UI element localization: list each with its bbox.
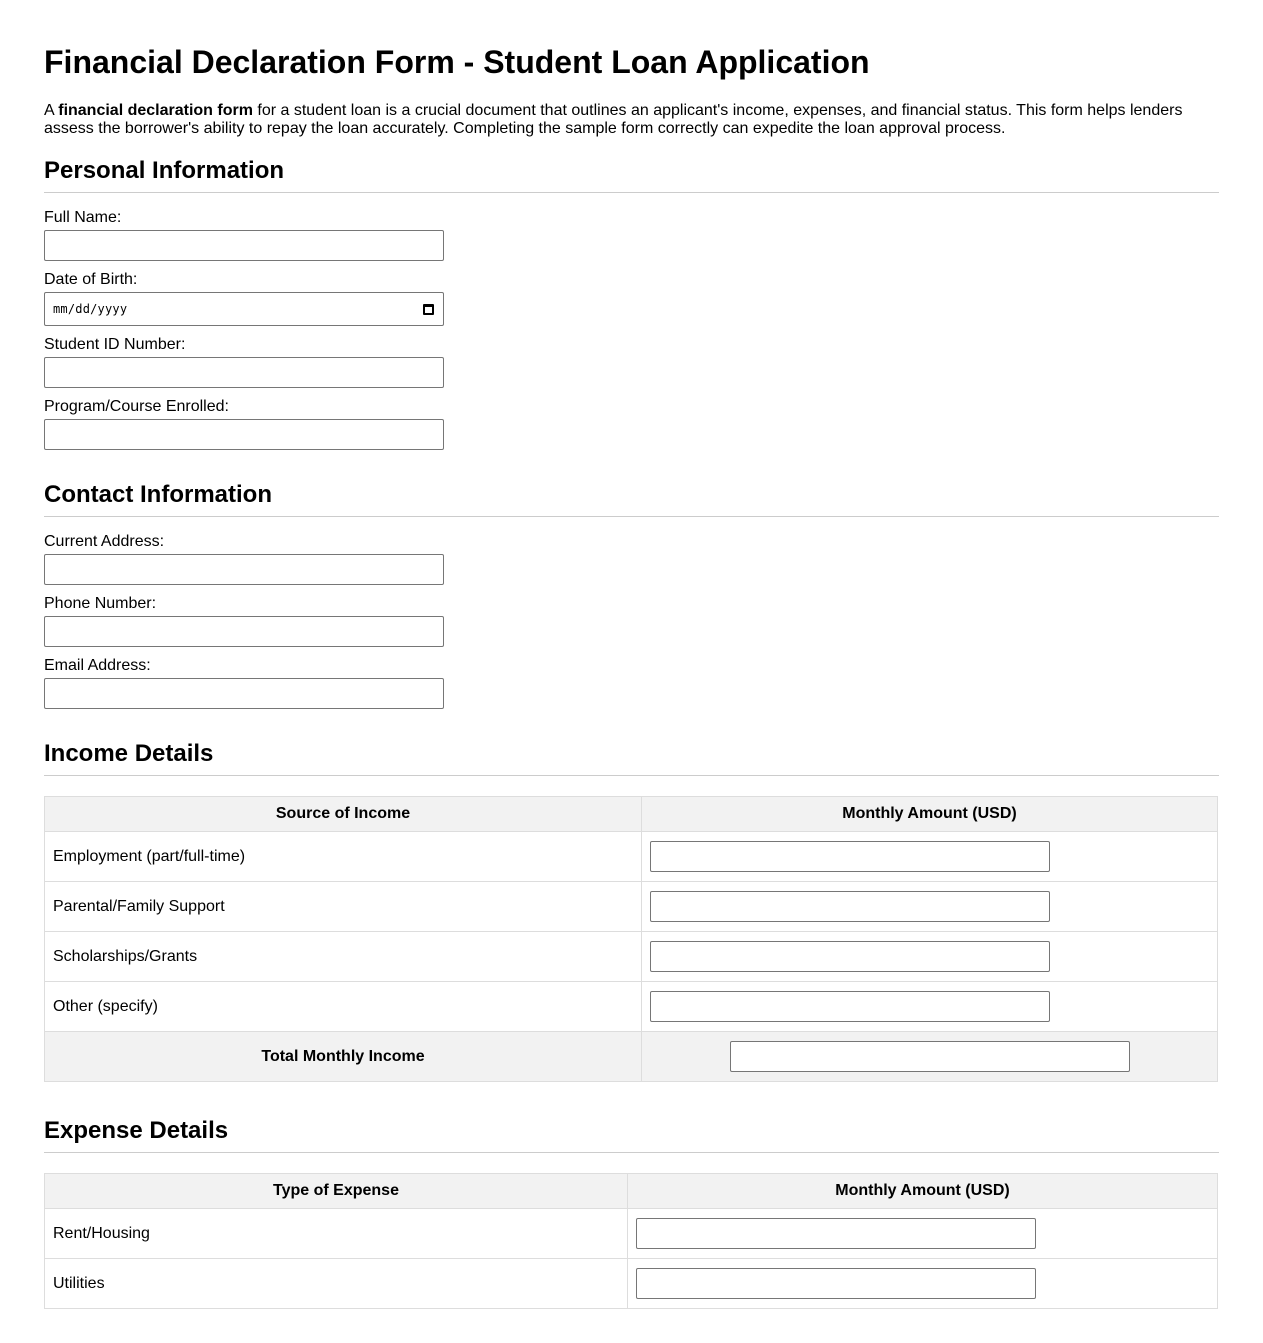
income-amount-cell [642, 982, 1218, 1032]
phone-field-group [44, 595, 1219, 647]
email-label: Email Address: [44, 657, 151, 674]
dob-label: Date of Birth: [44, 271, 138, 288]
section-heading-expense: Expense Details [44, 1116, 1219, 1153]
section-heading-contact: Contact Information [44, 480, 1219, 517]
total-income-label: Total Monthly Income [45, 1032, 642, 1082]
full-name-input[interactable] [44, 230, 444, 261]
total-income-row [45, 1032, 1218, 1082]
email-input[interactable] [44, 678, 444, 709]
income-source-label: Other (specify) [45, 982, 642, 1032]
calendar-icon[interactable] [423, 304, 434, 315]
family-support-amount-input[interactable] [650, 891, 1050, 922]
table-row [45, 832, 1218, 882]
expense-amount-cell [628, 1259, 1218, 1309]
income-source-label: Employment (part/full-time) [45, 832, 642, 882]
section-heading-income: Income Details [44, 739, 1219, 776]
table-row [45, 1259, 1218, 1309]
income-amount-cell [642, 932, 1218, 982]
expense-table [44, 1173, 1218, 1309]
employment-amount-input[interactable] [650, 841, 1050, 872]
page-title: Financial Declaration Form - Student Loan Application [44, 44, 870, 80]
student-id-input[interactable] [44, 357, 444, 388]
expense-type-label: Rent/Housing [45, 1209, 628, 1259]
full-name-label: Full Name: [44, 209, 122, 226]
other-income-amount-input[interactable] [650, 991, 1050, 1022]
section-heading-personal: Personal Information [44, 156, 1219, 193]
dob-field-group [44, 271, 1219, 326]
income-details-section [44, 739, 1219, 1082]
table-row [45, 882, 1218, 932]
intro-bold-term: financial declaration form [58, 102, 253, 119]
address-label: Current Address: [44, 533, 165, 550]
expense-amount-cell [628, 1209, 1218, 1259]
dob-date-input[interactable] [44, 292, 444, 326]
scholarships-amount-input[interactable] [650, 941, 1050, 972]
student-id-label: Student ID Number: [44, 336, 186, 353]
income-source-label: Scholarships/Grants [45, 932, 642, 982]
table-row [45, 982, 1218, 1032]
column-header-amount: Monthly Amount (USD) [628, 1174, 1218, 1209]
student-id-field-group [44, 336, 1219, 388]
phone-label: Phone Number: [44, 595, 157, 612]
intro-paragraph [44, 102, 1219, 138]
address-field-group [44, 533, 1219, 585]
program-input[interactable] [44, 419, 444, 450]
dob-placeholder: mm/dd/yyyy [53, 302, 128, 316]
total-income-cell [642, 1032, 1218, 1082]
address-input[interactable] [44, 554, 444, 585]
income-amount-cell [642, 832, 1218, 882]
table-row [45, 1209, 1218, 1259]
expense-header-row [45, 1174, 1218, 1209]
phone-input[interactable] [44, 616, 444, 647]
income-header-row [45, 797, 1218, 832]
utilities-amount-input[interactable] [636, 1268, 1036, 1299]
expense-type-label: Utilities [45, 1259, 628, 1309]
income-source-label: Parental/Family Support [45, 882, 642, 932]
column-header-amount: Monthly Amount (USD) [642, 797, 1218, 832]
table-row [45, 932, 1218, 982]
personal-information-section [44, 156, 1219, 450]
total-income-input[interactable] [730, 1041, 1130, 1072]
rent-amount-input[interactable] [636, 1218, 1036, 1249]
income-table [44, 796, 1218, 1082]
column-header-source: Source of Income [45, 797, 642, 832]
program-field-group [44, 398, 1219, 450]
email-field-group [44, 657, 1219, 709]
expense-details-section [44, 1116, 1219, 1309]
column-header-expense-type: Type of Expense [45, 1174, 628, 1209]
income-amount-cell [642, 882, 1218, 932]
intro-prefix: A [44, 102, 59, 119]
contact-information-section [44, 480, 1219, 709]
full-name-field-group [44, 209, 1219, 261]
program-label: Program/Course Enrolled: [44, 398, 229, 415]
intro-suffix: for a student loan is a crucial document that outlines an applicant's income, expenses, and financial status. This form helps lenders assess the borrower's ability to repay the loan accurately. Completing the sample form correctly can expedite the loan approval process. [44, 102, 1183, 137]
